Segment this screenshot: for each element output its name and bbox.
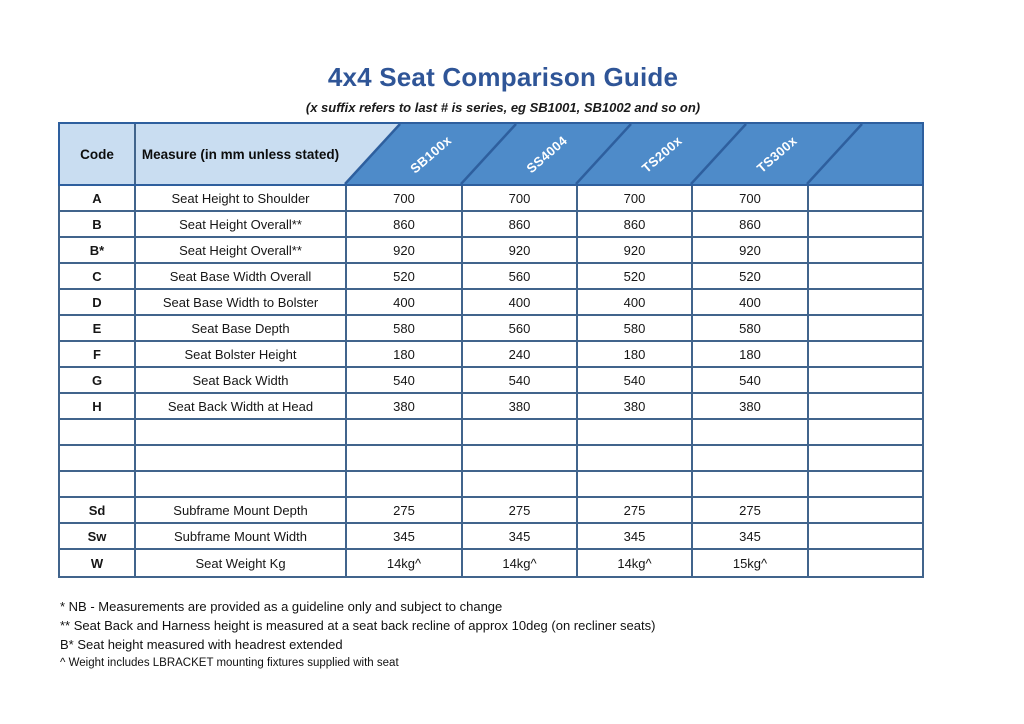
code-cell: E (60, 316, 136, 340)
value-cell (693, 446, 809, 470)
footnotes (60, 597, 655, 673)
value-cell: 240 (463, 342, 578, 366)
value-cell (809, 420, 922, 444)
code-cell: Sd (60, 498, 136, 522)
measure-cell: Seat Back Width (136, 368, 347, 392)
code-cell: Sw (60, 524, 136, 548)
value-cell (578, 472, 693, 496)
code-cell (60, 472, 136, 496)
value-cell (693, 420, 809, 444)
value-cell (693, 472, 809, 496)
value-cell (809, 316, 922, 340)
value-cell: 180 (578, 342, 693, 366)
table-row (60, 472, 922, 498)
value-cell (347, 420, 463, 444)
measure-cell (136, 472, 347, 496)
code-cell: H (60, 394, 136, 418)
value-cell: 700 (463, 186, 578, 210)
table-row (60, 368, 922, 394)
table-row (60, 316, 922, 342)
value-cell: 580 (347, 316, 463, 340)
value-cell: 520 (347, 264, 463, 288)
measure-cell: Seat Height Overall** (136, 212, 347, 236)
value-cell: 920 (347, 238, 463, 262)
code-cell: F (60, 342, 136, 366)
footnote-line: ** Seat Back and Harness height is measured at a seat back recline of approx 10deg (on recliner seats) (60, 618, 656, 633)
measure-cell: Seat Back Width at Head (136, 394, 347, 418)
value-cell: 14kg^ (578, 550, 693, 576)
value-cell: 540 (693, 368, 809, 392)
comparison-table (58, 122, 924, 578)
measure-cell: Subframe Mount Width (136, 524, 347, 548)
measure-cell (136, 446, 347, 470)
table-row (60, 264, 922, 290)
value-cell: 345 (578, 524, 693, 548)
column-header-model-sb100x: SB100x (406, 132, 455, 176)
value-cell: 380 (578, 394, 693, 418)
value-cell: 700 (693, 186, 809, 210)
column-header-measure: Measure (in mm unless stated) (141, 146, 340, 162)
measure-cell: Seat Base Width Overall (136, 264, 347, 288)
value-cell (578, 446, 693, 470)
code-cell: C (60, 264, 136, 288)
table-row (60, 550, 922, 576)
measure-cell: Seat Weight Kg (136, 550, 347, 576)
code-cell: D (60, 290, 136, 314)
value-cell (463, 446, 578, 470)
value-cell: 920 (578, 238, 693, 262)
code-cell: A (60, 186, 136, 210)
value-cell: 400 (347, 290, 463, 314)
value-cell: 860 (578, 212, 693, 236)
value-cell (463, 420, 578, 444)
value-cell (463, 472, 578, 496)
table-row (60, 524, 922, 550)
value-cell (809, 342, 922, 366)
table-body (58, 186, 924, 578)
value-cell: 700 (347, 186, 463, 210)
value-cell: 275 (578, 498, 693, 522)
value-cell (809, 472, 922, 496)
footnote-line: * NB - Measurements are provided as a guideline only and subject to change (60, 599, 503, 614)
code-cell: W (60, 550, 136, 576)
value-cell: 400 (578, 290, 693, 314)
value-cell: 345 (347, 524, 463, 548)
value-cell: 540 (347, 368, 463, 392)
value-cell: 380 (693, 394, 809, 418)
value-cell: 580 (693, 316, 809, 340)
value-cell (809, 264, 922, 288)
value-cell: 15kg^ (693, 550, 809, 576)
value-cell (578, 420, 693, 444)
column-header-code: Code (60, 124, 136, 184)
measure-cell: Seat Height Overall** (136, 238, 347, 262)
value-cell: 580 (578, 316, 693, 340)
value-cell (809, 446, 922, 470)
value-cell: 180 (693, 342, 809, 366)
value-cell: 540 (463, 368, 578, 392)
value-cell: 540 (578, 368, 693, 392)
value-cell: 560 (463, 316, 578, 340)
value-cell: 275 (347, 498, 463, 522)
value-cell: 860 (693, 212, 809, 236)
table-row (60, 498, 922, 524)
value-cell (347, 446, 463, 470)
value-cell: 275 (463, 498, 578, 522)
table-row (60, 212, 922, 238)
value-cell: 400 (693, 290, 809, 314)
code-cell: G (60, 368, 136, 392)
value-cell (809, 550, 922, 576)
column-header-model-ts300x: TS300x (753, 132, 800, 176)
value-cell: 860 (463, 212, 578, 236)
footnote-line: B* Seat height measured with headrest extended (60, 637, 343, 652)
table-row (60, 290, 922, 316)
table-header (58, 122, 924, 186)
column-header-model-ts200x: TS200x (638, 132, 685, 176)
value-cell: 14kg^ (463, 550, 578, 576)
value-cell: 275 (693, 498, 809, 522)
table-row (60, 238, 922, 264)
page-subtitle: (x suffix refers to last # is series, eg SB1001, SB1002 and so on) (305, 100, 701, 115)
value-cell (809, 394, 922, 418)
column-header-model-ss4004: SS4004 (523, 132, 570, 176)
measure-cell: Seat Bolster Height (136, 342, 347, 366)
table-row (60, 186, 922, 212)
heading-block (0, 62, 1006, 115)
value-cell: 400 (463, 290, 578, 314)
code-cell: B (60, 212, 136, 236)
value-cell: 14kg^ (347, 550, 463, 576)
value-cell: 345 (693, 524, 809, 548)
value-cell: 380 (347, 394, 463, 418)
measure-cell (136, 420, 347, 444)
value-cell: 700 (578, 186, 693, 210)
table-row (60, 420, 922, 446)
value-cell (809, 290, 922, 314)
value-cell: 520 (693, 264, 809, 288)
table-row (60, 394, 922, 420)
value-cell (809, 238, 922, 262)
value-cell (809, 368, 922, 392)
code-cell (60, 420, 136, 444)
table-row (60, 342, 922, 368)
code-cell (60, 446, 136, 470)
measure-cell: Seat Base Depth (136, 316, 347, 340)
measure-cell: Subframe Mount Depth (136, 498, 347, 522)
value-cell (347, 472, 463, 496)
value-cell: 920 (463, 238, 578, 262)
value-cell (809, 498, 922, 522)
measure-cell: Seat Base Width to Bolster (136, 290, 347, 314)
code-cell: B* (60, 238, 136, 262)
value-cell (809, 186, 922, 210)
value-cell: 180 (347, 342, 463, 366)
page-title: 4x4 Seat Comparison Guide (327, 62, 679, 92)
value-cell: 920 (693, 238, 809, 262)
footnote-line: ^ Weight includes LBRACKET mounting fixtures supplied with seat (60, 657, 399, 669)
value-cell: 560 (463, 264, 578, 288)
measure-cell: Seat Height to Shoulder (136, 186, 347, 210)
value-cell: 860 (347, 212, 463, 236)
table-row (60, 446, 922, 472)
value-cell: 345 (463, 524, 578, 548)
value-cell: 520 (578, 264, 693, 288)
value-cell (809, 524, 922, 548)
value-cell: 380 (463, 394, 578, 418)
value-cell (809, 212, 922, 236)
